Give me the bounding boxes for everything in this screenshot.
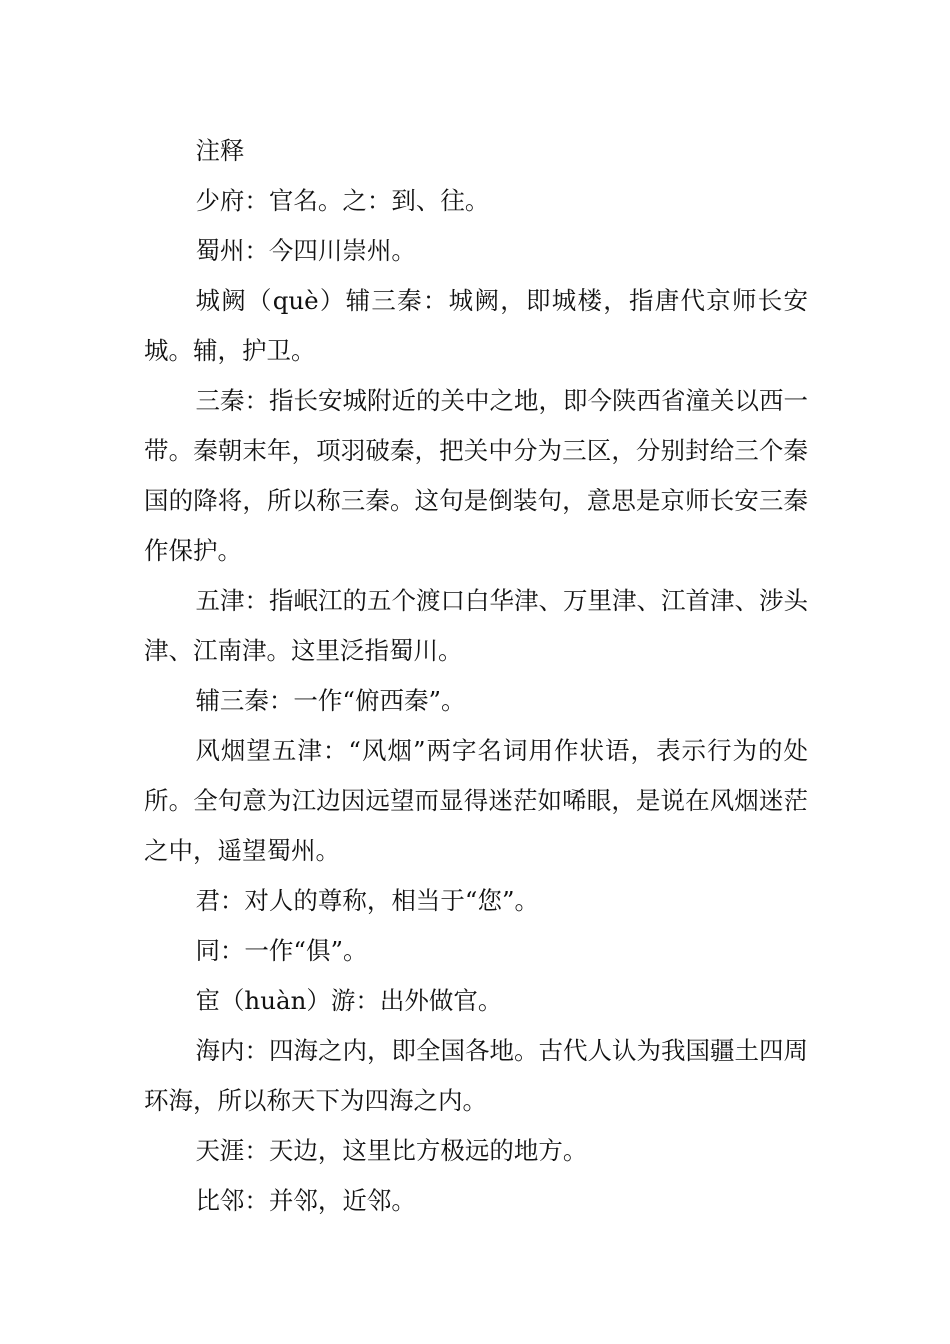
note-paragraph: 城阙（què）辅三秦：城阙，即城楼，指唐代京师长安城。辅，护卫。	[144, 286, 808, 365]
note-paragraph: 五津：指岷江的五个渡口白华津、万里津、江首津、涉头津、江南津。这里泛指蜀川。	[144, 586, 808, 665]
note-paragraph: 天涯：天边，这里比方极远的地方。	[195, 1136, 588, 1165]
note-paragraph: 蜀州：今四川崇州。	[195, 236, 416, 265]
note-paragraph: 宦（huàn）游：出外做官。	[195, 986, 503, 1015]
note-paragraph: 三秦：指长安城附近的关中之地，即今陕西省潼关以西一带。秦朝末年，项羽破秦，把关中分为三区，分别封给三个秦国的降将，所以称三秦。这句是倒装句，意思是京师长安三秦作保护。	[144, 386, 808, 565]
notes-heading: 注释	[195, 136, 245, 165]
note-paragraph: 辅三秦：一作“俯西秦”。	[195, 686, 466, 715]
note-paragraph: 君：对人的尊称，相当于“您”。	[195, 886, 539, 915]
document-page	[144, 126, 808, 1226]
note-paragraph: 风烟望五津：“风烟”两字名词用作状语，表示行为的处所。全句意为江边因远望而显得迷茫如唏眼，是说在风烟迷茫之中，遥望蜀州。	[144, 736, 808, 865]
note-paragraph: 海内：四海之内，即全国各地。古代人认为我国疆土四周环海，所以称天下为四海之内。	[144, 1036, 808, 1115]
note-paragraph: 少府：官名。之：到、往。	[195, 186, 490, 215]
note-paragraph: 比邻：并邻，近邻。	[195, 1186, 416, 1215]
note-paragraph: 同：一作“俱”。	[195, 936, 368, 965]
